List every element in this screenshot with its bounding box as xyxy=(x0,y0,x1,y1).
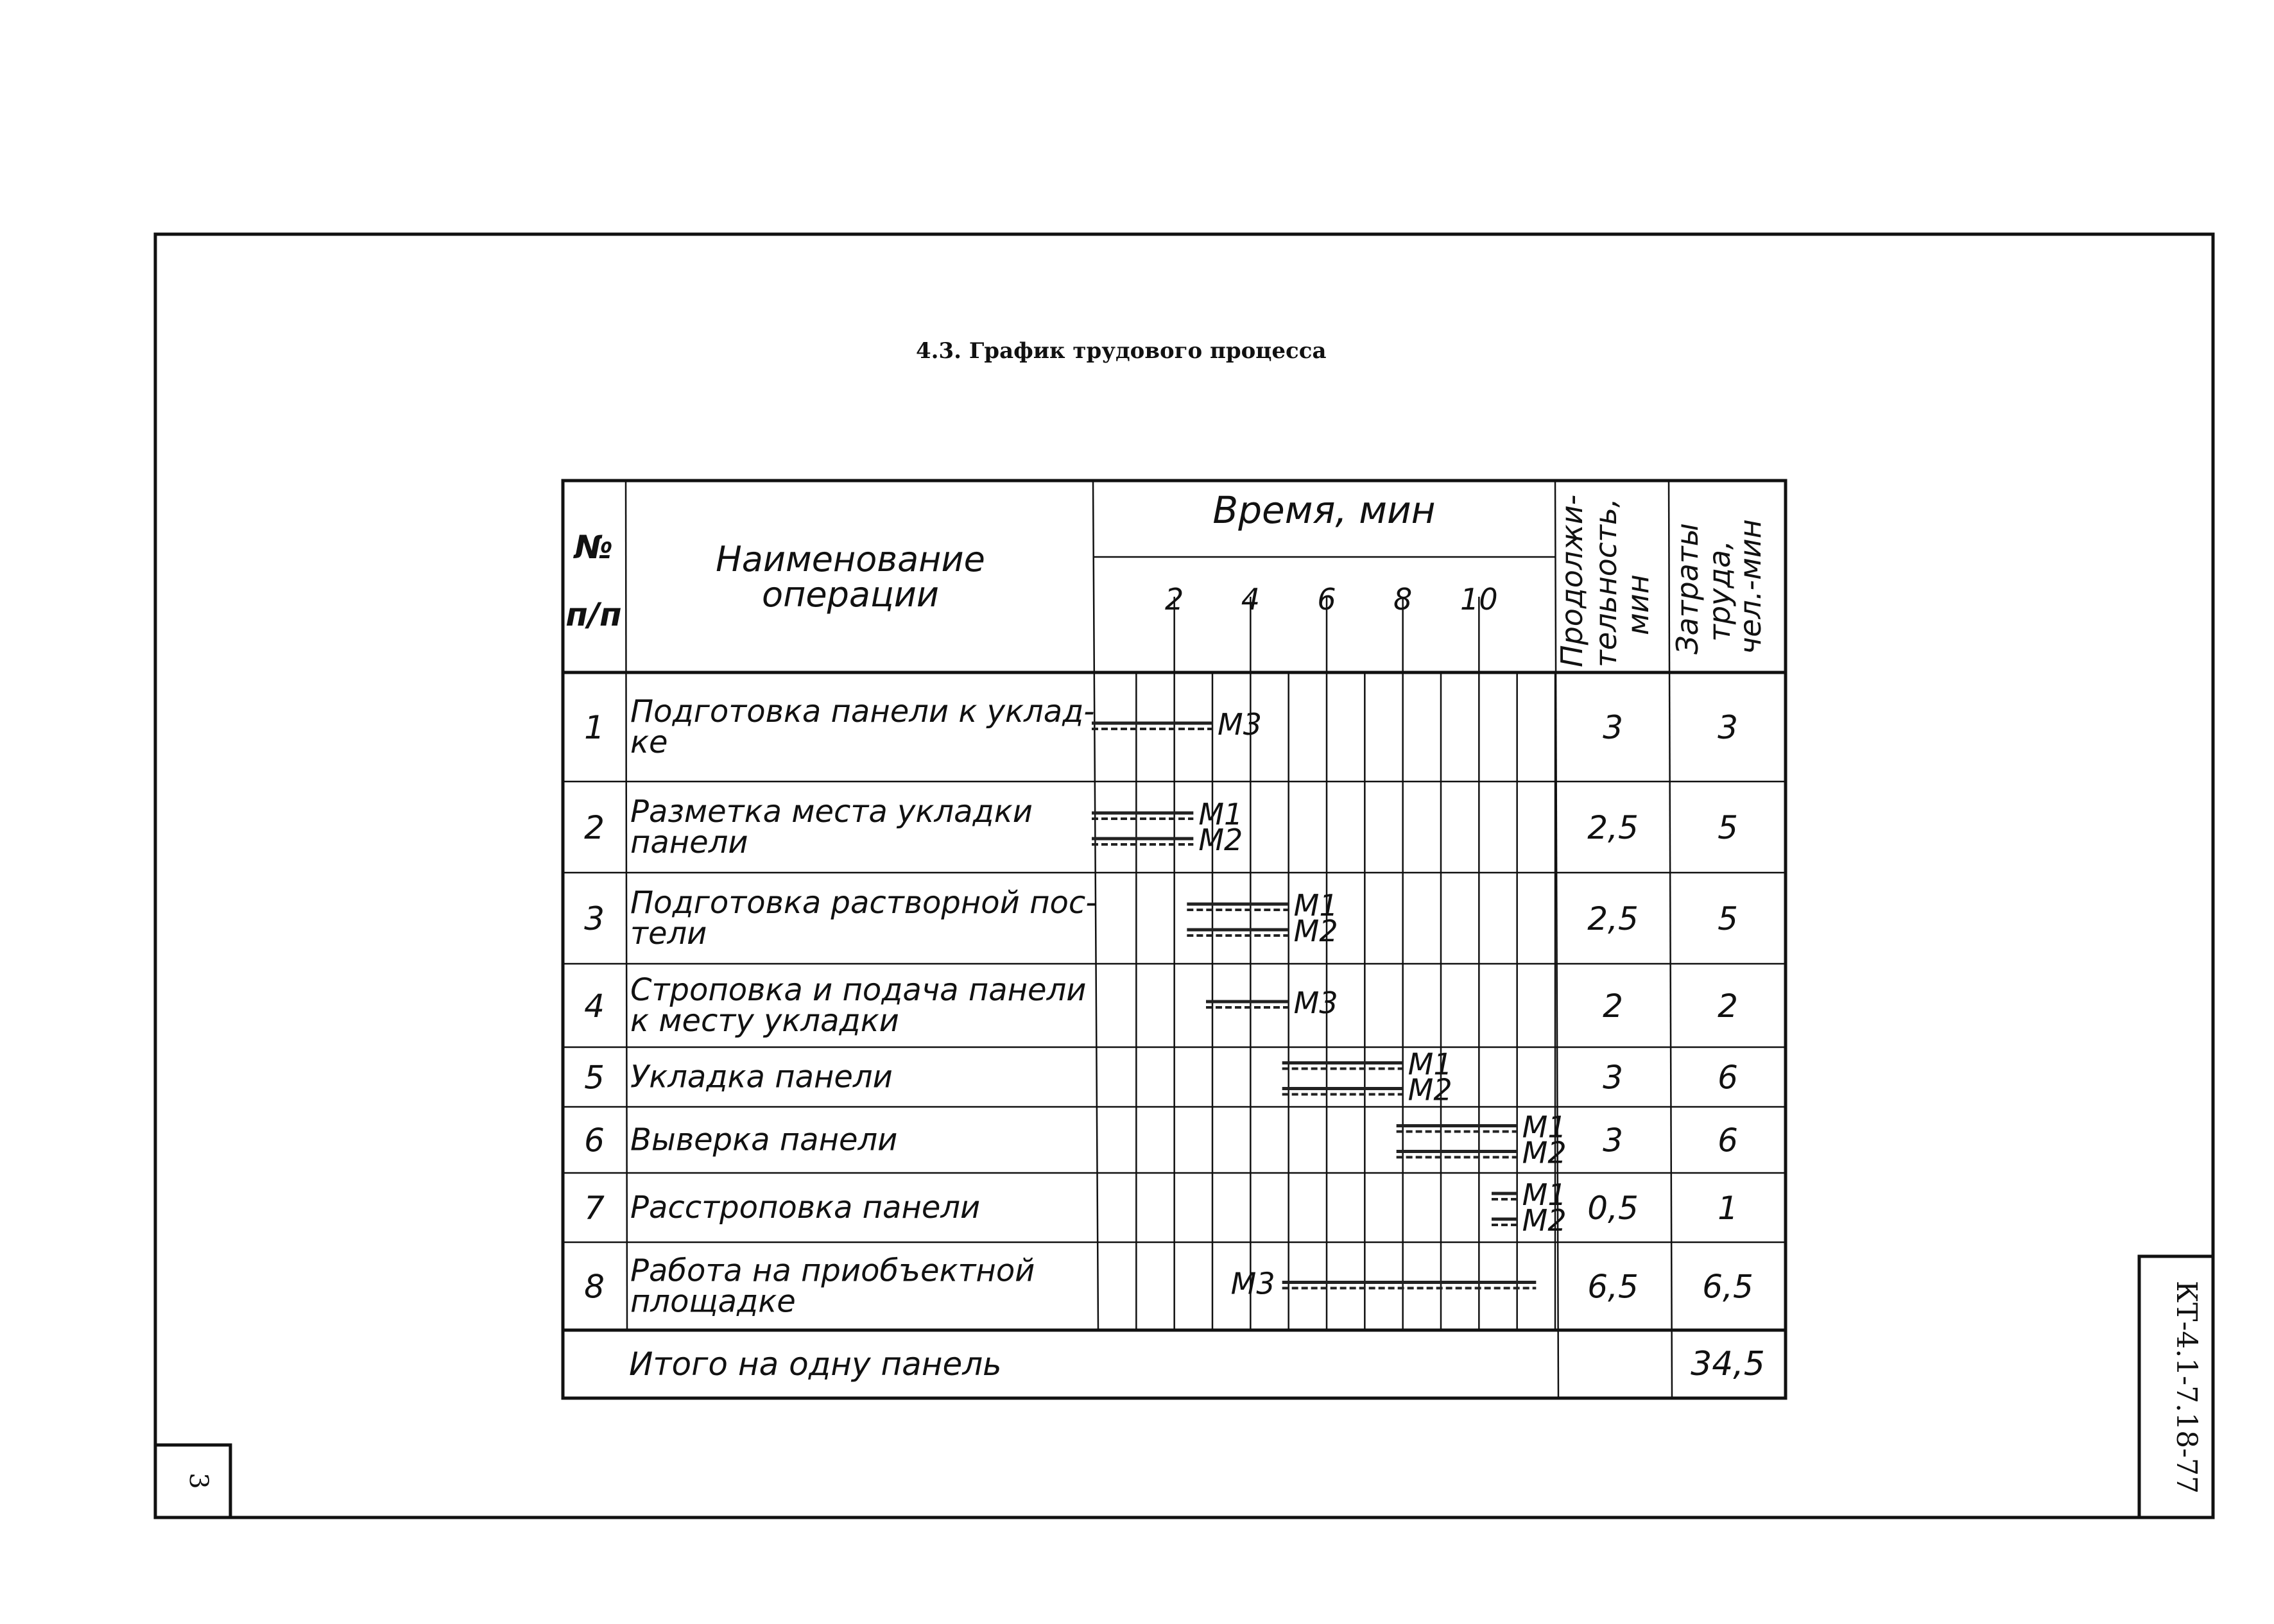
operation-name-line2: тели xyxy=(630,916,707,952)
operation-name: Выверка панели xyxy=(630,1122,898,1158)
operation-name-line2: площадке xyxy=(630,1283,796,1320)
section-title: 4.3. График трудового процесса xyxy=(916,338,1327,364)
table-row xyxy=(584,1047,1738,1107)
duration-value: 2,5 xyxy=(1587,900,1639,937)
header-labor-line1: Затраты xyxy=(1670,523,1705,654)
total-value: 34,5 xyxy=(1691,1345,1765,1383)
worker-label: М2 xyxy=(1522,1135,1567,1170)
duration-value: 3 xyxy=(1603,709,1623,746)
worker-label: М3 xyxy=(1218,707,1262,742)
header-duration-line2: тельность, xyxy=(1589,498,1623,667)
row-number: 4 xyxy=(584,987,605,1025)
duration-value: 6,5 xyxy=(1587,1268,1639,1306)
row-number: 5 xyxy=(584,1059,605,1097)
duration-value: 2 xyxy=(1603,987,1623,1025)
worker-label: М3 xyxy=(1230,1266,1275,1301)
labor-value: 6 xyxy=(1718,1059,1738,1097)
col-divider-num xyxy=(626,481,627,1330)
worker-label: М2 xyxy=(1522,1203,1567,1238)
page-number: 3 xyxy=(184,1473,213,1489)
header-time: Время, мин xyxy=(1212,488,1436,532)
duration-value: 2,5 xyxy=(1587,809,1639,846)
operation-name-line2: ке xyxy=(630,724,668,760)
labor-value: 2 xyxy=(1718,987,1738,1025)
doc-code: КТ-4.1-7.18-77 xyxy=(2170,1281,2203,1494)
operation-name-line2: к месту укладки xyxy=(630,1003,899,1039)
labor-schedule-table xyxy=(563,481,1786,1398)
time-tick-label: 10 xyxy=(1460,582,1498,617)
table-row xyxy=(584,694,1738,760)
duration-value: 0,5 xyxy=(1587,1190,1639,1227)
worker-label: М1 xyxy=(1293,888,1338,923)
worker-label: М2 xyxy=(1408,1072,1452,1107)
header-name-line1: Наименование xyxy=(716,539,985,579)
table-row xyxy=(584,1110,1738,1170)
operation-name-line1: Работа на приобъектной xyxy=(630,1252,1035,1289)
time-tick-label: 4 xyxy=(1241,582,1260,617)
worker-label: М3 xyxy=(1293,986,1338,1020)
table-row xyxy=(584,972,1738,1039)
header-duration-line3: мин xyxy=(1621,574,1655,635)
duration-value: 3 xyxy=(1603,1059,1623,1097)
operation-name: Укладка панели xyxy=(630,1059,893,1095)
labor-value: 3 xyxy=(1718,709,1738,746)
sheet-frame xyxy=(155,234,2213,1517)
operation-name: Расстроповка панели xyxy=(630,1190,981,1226)
operation-name-line1: Разметка места укладки xyxy=(630,794,1033,830)
table-row xyxy=(584,885,1738,952)
worker-label: М1 xyxy=(1198,797,1243,832)
worker-label: М1 xyxy=(1408,1047,1452,1082)
labor-value: 5 xyxy=(1718,809,1738,846)
operation-name-line1: Строповка и подача панели xyxy=(630,972,1087,1008)
row-number: 2 xyxy=(584,809,605,846)
worker-label: М1 xyxy=(1522,1109,1567,1145)
table-row xyxy=(584,1177,1738,1238)
operation-name-line1: Подготовка растворной пос- xyxy=(630,885,1097,921)
header-labor-line3: чел.-мин xyxy=(1733,519,1768,654)
header-num-bottom: п/п xyxy=(565,596,622,633)
duration-value: 3 xyxy=(1603,1122,1623,1159)
row-number: 7 xyxy=(584,1190,605,1227)
operation-name-line1: Подготовка панели к уклад- xyxy=(630,694,1095,730)
table-row xyxy=(584,794,1738,860)
table-body xyxy=(584,694,1753,1320)
worker-label: М2 xyxy=(1198,823,1243,857)
operation-name-line2: панели xyxy=(630,825,748,860)
header-duration-line1: Продолжи- xyxy=(1555,494,1589,667)
labor-value: 6 xyxy=(1718,1122,1738,1159)
header-num-top: № xyxy=(574,529,614,566)
total-label: Итого на одну панель xyxy=(629,1346,1002,1383)
header-labor-line2: труда, xyxy=(1702,540,1737,642)
time-tick-label: 2 xyxy=(1165,582,1184,617)
time-tick-label: 8 xyxy=(1393,582,1413,617)
time-tick-label: 6 xyxy=(1317,582,1336,617)
worker-label: М1 xyxy=(1522,1177,1567,1212)
labor-value: 1 xyxy=(1718,1190,1738,1227)
row-number: 1 xyxy=(584,709,605,746)
worker-label: М2 xyxy=(1293,914,1338,948)
header-name-line2: операции xyxy=(762,574,939,615)
row-number: 6 xyxy=(584,1122,605,1159)
labor-value: 5 xyxy=(1718,900,1738,937)
time-tick-labels xyxy=(1165,582,1498,617)
table-row xyxy=(584,1253,1753,1320)
row-number: 8 xyxy=(584,1268,605,1306)
row-number: 3 xyxy=(584,900,605,937)
labor-value: 6,5 xyxy=(1702,1268,1753,1306)
